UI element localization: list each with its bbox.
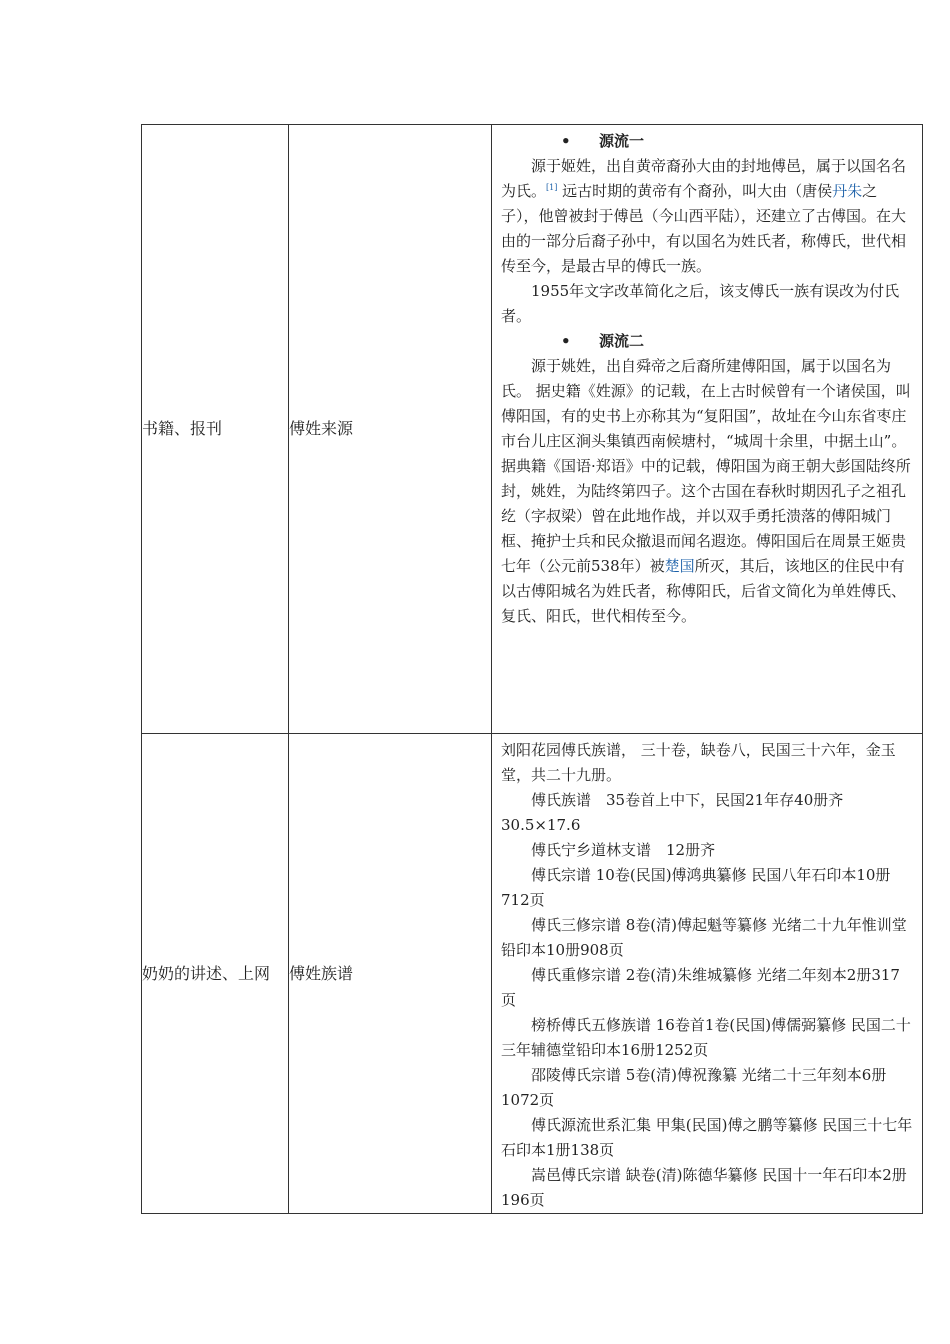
list-item: 傅氏源流世系汇集 甲集(民国)傅之鹏等纂修 民国三十七年石印本1册138页 (501, 1116, 913, 1159)
topic-cell: 傅姓族谱 (289, 734, 492, 1214)
topic-cell: 傅姓来源 (289, 125, 492, 734)
paragraph: 源于姬姓，出自黄帝裔孙大由的封地傅邑，属于以国名名为氏。[1] 远古时期的黄帝有个裔孙，叫大由（唐侯丹朱之子），他曾被封于傅邑（今山西平陆），还建立了古傅国。在大由的一部分后裔子孙中，有以国名为姓氏者，称傅氏，世代相传至今，是最古早的傅氏一族。 (501, 157, 907, 275)
list-item: 邵陵傅氏宗谱 5卷(清)傅祝豫纂 光绪二十三年刻本6册1072页 (501, 1066, 887, 1109)
source-cell: 奶奶的讲述、上网 (142, 734, 289, 1214)
citation-link[interactable]: [1] (546, 183, 558, 192)
list-item: 榜桥傅氏五修族谱 16卷首1卷(民国)傅儒弼纂修 民国二十三年辅德堂铅印本16册1252页 (501, 1016, 911, 1059)
list-item: 傅氏族谱 35卷首上中下，民国21年存40册齐30.5×17.6 (501, 791, 844, 834)
content-cell (492, 734, 923, 1214)
list-item: 傅氏宁乡道林支谱 12册齐 (531, 841, 716, 859)
info-table (141, 124, 923, 1214)
content-cell (492, 125, 923, 734)
danzhu-link[interactable]: 丹朱 (832, 182, 863, 200)
bullet-icon: • (561, 332, 571, 350)
paragraph: 1955年文字改革简化之后，该支傅氏一族有误改为付氏者。 (501, 282, 900, 325)
list-item: 傅氏三修宗谱 8卷(清)傅起魁等纂修 光绪二十九年惟训堂铅印本10册908页 (501, 916, 907, 959)
list-item: 嵩邑傅氏宗谱 缺卷(清)陈德华纂修 民国十一年石印本2册196页 (501, 1166, 907, 1209)
list-item: 傅氏重修宗谱 2卷(清)朱维城纂修 光绪二年刻本2册317页 (501, 966, 900, 1009)
bullet-icon: • (561, 132, 571, 150)
list-item: 刘阳花园傅氏族谱， 三十卷，缺卷八，民国三十六年，金玉堂，共二十九册。 (501, 741, 896, 784)
source-cell: 书籍、报刊 (142, 125, 289, 734)
section-heading: • 源流一 (501, 129, 914, 154)
table-row (142, 125, 923, 734)
paragraph: 源于姚姓，出自舜帝之后裔所建傅阳国，属于以国名为氏。 据史籍《姓源》的记载，在上古时候曾有一个诸侯国，叫傅阳国，有的史书上亦称其为“复阳国”，故址在今山东省枣庄市台儿庄区涧头集镇西南候塘村，“城周十余里，中据土山”。据典籍《国语·郑语》中的记载，傅阳国为商王朝大彭国陆终所封，姚姓，为陆终第四子。这个古国在春秋时期因孔子之祖孔纥（字叔梁）曾在此地作战，并以双手勇托溃落的傅阳城门框、掩护士兵和民众撤退而闻名遐迩。傅阳国后在周景王姬贵七年（公元前538年）被楚国所灭，其后，该地区的住民中有以古傅阳城名为姓氏者，称傅阳氏，后省文简化为单姓傅氏、复氏、阳氏，世代相传至今。 (501, 357, 911, 625)
chuguo-link[interactable]: 楚国 (664, 557, 695, 575)
table-row (142, 734, 923, 1214)
list-item: 傅氏宗谱 10卷(民国)傅鸿典纂修 民国八年石印本10册712页 (501, 866, 891, 909)
section-heading: • 源流二 (501, 329, 914, 354)
